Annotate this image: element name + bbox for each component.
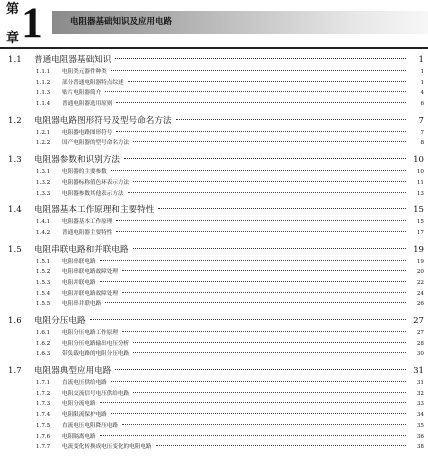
toc-subsection-entry[interactable]: [0, 88, 428, 99]
page-number: 22: [416, 279, 424, 286]
subsection-number: 1.6.1: [36, 330, 51, 336]
subsection-number: 1.1.1: [36, 69, 51, 75]
page-number: 15: [416, 219, 424, 226]
dot-leader: [116, 231, 406, 232]
page-number: 7: [418, 115, 424, 126]
subsection-title: 电阻器基本工作原理: [62, 219, 113, 226]
subsection-title: 电阻串联电路: [62, 258, 96, 265]
subsection-number: 1.5.2: [36, 269, 51, 276]
subsection-number: 1.7.3: [36, 401, 51, 408]
subsection-title: 电阻隔离电路: [62, 433, 96, 440]
dot-leader: [115, 58, 406, 59]
toc-subsection-entry[interactable]: [0, 189, 428, 200]
chapter-number: 1: [21, 0, 43, 47]
section-number: 1.2: [8, 115, 22, 126]
toc-section-entry[interactable]: [0, 54, 428, 67]
toc-subsection-entry[interactable]: [0, 128, 428, 139]
page-number: 4: [420, 90, 424, 97]
page-number: 19: [416, 258, 424, 265]
toc-section-entry[interactable]: [0, 154, 428, 167]
page-number: 1: [418, 55, 424, 65]
dot-leader: [116, 220, 406, 221]
dot-leader: [100, 402, 406, 403]
toc-section-entry[interactable]: [0, 204, 428, 217]
dot-leader: [100, 281, 406, 282]
subsection-number: 1.2.2: [36, 140, 51, 147]
section-number: 1.1: [8, 55, 22, 65]
page-number: 11: [416, 179, 424, 186]
dot-leader: [133, 352, 406, 353]
subsection-title: 普通电阻器主要特性: [62, 229, 113, 236]
dot-leader: [133, 248, 406, 249]
page-number: 20: [416, 269, 424, 276]
subsection-title: 普通电阻器选用原则: [62, 101, 113, 108]
page-number: 17: [416, 229, 424, 236]
toc-subsection-entry[interactable]: [0, 389, 428, 400]
toc-section: [0, 115, 428, 149]
dot-leader: [124, 158, 406, 159]
dot-leader: [111, 413, 406, 414]
subsection-title: 电阻分压电路工作原理: [62, 330, 118, 336]
subsection-title: 电阻交流信号电压供给电路: [62, 390, 130, 397]
section-number: 1.7: [8, 366, 22, 377]
toc-subsection-entry[interactable]: [0, 421, 428, 432]
dot-leader: [133, 392, 406, 393]
toc-subsection-entry[interactable]: [0, 178, 428, 189]
dot-leader: [133, 181, 406, 182]
section-title: 电阻器参数和识别方法: [34, 155, 120, 166]
toc-section: [0, 365, 428, 453]
subsection-title: 电阻器的主要参数: [62, 169, 107, 176]
subsection-title: 直流电压电阻降压电路: [62, 422, 118, 429]
dot-leader: [111, 381, 406, 382]
toc-section-entry[interactable]: [0, 315, 428, 328]
toc-subsection-entry[interactable]: [0, 432, 428, 443]
toc-subsection-entry[interactable]: [0, 138, 428, 149]
subsection-number: 1.3.1: [36, 169, 51, 176]
page-number: 26: [416, 301, 424, 308]
dot-leader: [176, 119, 406, 120]
section-number: 1.3: [8, 155, 22, 166]
subsection-number: 1.7.7: [36, 444, 51, 451]
page-number: 27: [416, 330, 424, 336]
subsection-title: 带负载电路的电阻分压电路: [62, 351, 130, 358]
subsection-title: 电阻串联电路故障处理: [62, 269, 118, 276]
subsection-title: 电阻类元器件种类: [62, 69, 107, 75]
page-number: 30: [416, 351, 424, 358]
page-number: 1: [420, 79, 424, 86]
section-number: 1.5: [8, 244, 22, 255]
page-number: 35: [416, 422, 424, 429]
dot-leader: [116, 131, 406, 132]
subsection-title: 电阻并联电路: [62, 279, 96, 286]
dot-leader: [105, 302, 406, 303]
toc-section: [0, 244, 428, 310]
dot-leader: [111, 70, 406, 71]
chapter-suffix: 章: [6, 31, 20, 46]
toc-subsection-entry[interactable]: [0, 289, 428, 300]
subsection-number: 1.7.5: [36, 422, 51, 429]
dot-leader: [156, 445, 406, 446]
page-number: 31: [416, 380, 424, 387]
page-number: 36: [416, 433, 424, 440]
subsection-number: 1.5.5: [36, 301, 51, 308]
subsection-title: 电流变化转换成电压变化的电阻电路: [62, 444, 152, 451]
toc-section-entry[interactable]: [0, 365, 428, 378]
page-number: 10: [413, 155, 424, 166]
subsection-number: 1.3.2: [36, 179, 51, 186]
toc-subsection-entry[interactable]: [0, 378, 428, 389]
toc-subsection-entry[interactable]: [0, 267, 428, 278]
page-number: 28: [416, 340, 424, 347]
dot-leader: [158, 208, 406, 209]
subsection-number: 1.4.1: [36, 219, 51, 226]
dot-leader: [128, 81, 406, 82]
toc-section-entry[interactable]: [0, 115, 428, 128]
page-number: 32: [416, 390, 424, 397]
toc-section-entry[interactable]: [0, 244, 428, 257]
table-of-contents: [0, 54, 428, 453]
subsection-number: 1.1.3: [36, 90, 51, 97]
toc-subsection-entry[interactable]: [0, 410, 428, 421]
subsection-number: 1.7.1: [36, 380, 51, 387]
subsection-title: 电阻分压电路输出电压分析: [62, 340, 130, 347]
page-number: 24: [416, 290, 424, 297]
toc-subsection-entry[interactable]: [0, 278, 428, 289]
page-number: 15: [413, 205, 424, 216]
subsection-number: 1.5.4: [36, 290, 51, 297]
section-title: 电阻器电路图形符号及型号命名方法: [34, 115, 172, 126]
page-number: 19: [413, 244, 424, 255]
section-title: 电阻分压电路: [34, 316, 86, 326]
subsection-number: 1.5.1: [36, 258, 51, 265]
subsection-number: 1.5.3: [36, 279, 51, 286]
page-number: 13: [416, 190, 424, 197]
page-number: 34: [416, 412, 424, 419]
subsection-number: 1.2.1: [36, 129, 51, 136]
toc-section: [0, 54, 428, 110]
chapter-title: 电阻器基础知识及应用电路: [70, 17, 173, 27]
page-number: 8: [420, 140, 424, 147]
subsection-number: 1.7.6: [36, 433, 51, 440]
toc-subsection-entry[interactable]: [0, 217, 428, 228]
subsection-number: 1.4.2: [36, 229, 51, 236]
toc-subsection-entry[interactable]: [0, 228, 428, 239]
toc-subsection-entry[interactable]: [0, 257, 428, 268]
subsection-number: 1.3.3: [36, 190, 51, 197]
section-title: 电阻器典型应用电路: [34, 366, 112, 377]
subsection-title: 电阻并联电路故障处理: [62, 290, 118, 297]
subsection-number: 1.7.4: [36, 412, 51, 419]
subsection-title: 电阻分流电路: [62, 401, 96, 408]
dot-leader: [116, 102, 406, 103]
subsection-title: 贴片电阻器简介: [62, 90, 102, 97]
dot-leader: [100, 435, 406, 436]
page-number: 33: [416, 401, 424, 408]
toc-subsection-entry[interactable]: [0, 442, 428, 453]
toc-subsection-entry[interactable]: [0, 299, 428, 310]
dot-leader: [122, 331, 406, 332]
subsection-number: 1.6.2: [36, 340, 51, 347]
dot-leader: [90, 319, 406, 320]
section-number: 1.4: [8, 205, 22, 216]
chapter-prefix: 第: [6, 2, 20, 17]
section-number: 1.6: [8, 316, 22, 326]
page-number: 7: [420, 129, 424, 136]
dot-leader: [122, 424, 406, 425]
toc-section: [0, 154, 428, 199]
section-title: 普通电阻器基础知识: [34, 55, 112, 65]
toc-section: [0, 204, 428, 238]
toc-subsection-entry[interactable]: [0, 349, 428, 360]
subsection-number: 1.7.2: [36, 390, 51, 397]
subsection-number: 1.1.2: [36, 79, 51, 86]
subsection-number: 1.6.3: [36, 351, 51, 358]
page-number: 1: [420, 69, 424, 75]
subsection-title: 国产电阻器的型号命名方法: [62, 140, 130, 147]
subsection-title: 直流电压供给电路: [62, 380, 107, 387]
dot-leader: [128, 192, 406, 193]
toc-subsection-entry[interactable]: [0, 339, 428, 350]
toc-subsection-entry[interactable]: [0, 399, 428, 410]
dot-leader: [122, 270, 406, 271]
subsection-title: 部分普通电阻器特点综述: [62, 79, 124, 86]
dot-leader: [105, 91, 406, 92]
subsection-title: 电阻限流保护电路: [62, 412, 107, 419]
dot-leader: [133, 141, 406, 142]
section-title: 电阻器基本工作原理和主要特性: [34, 205, 155, 216]
subsection-title: 电阻器参数其他表示方法: [62, 190, 124, 197]
page-number: 38: [416, 444, 424, 451]
header-rule: [0, 47, 428, 49]
subsection-title: 电阻器标称值色环表示方法: [62, 179, 130, 186]
dot-leader: [122, 292, 406, 293]
page-number: 10: [416, 169, 424, 176]
toc-subsection-entry[interactable]: [0, 67, 428, 78]
page-number: 6: [420, 101, 424, 108]
toc-subsection-entry[interactable]: [0, 78, 428, 89]
dot-leader: [111, 170, 406, 171]
subsection-number: 1.1.4: [36, 101, 51, 108]
page-number: 31: [413, 366, 424, 377]
dot-leader: [115, 369, 406, 370]
subsection-title: 电阻器电路图形符号: [62, 129, 113, 136]
toc-subsection-entry[interactable]: [0, 167, 428, 178]
section-title: 电阻串联电路和并联电路: [34, 244, 129, 255]
dot-leader: [100, 260, 406, 261]
page-number: 27: [413, 316, 424, 326]
toc-section: [0, 315, 428, 360]
toc-subsection-entry[interactable]: [0, 99, 428, 110]
subsection-title: 电阻串并联电路: [62, 301, 102, 308]
dot-leader: [133, 342, 406, 343]
toc-subsection-entry[interactable]: [0, 328, 428, 339]
